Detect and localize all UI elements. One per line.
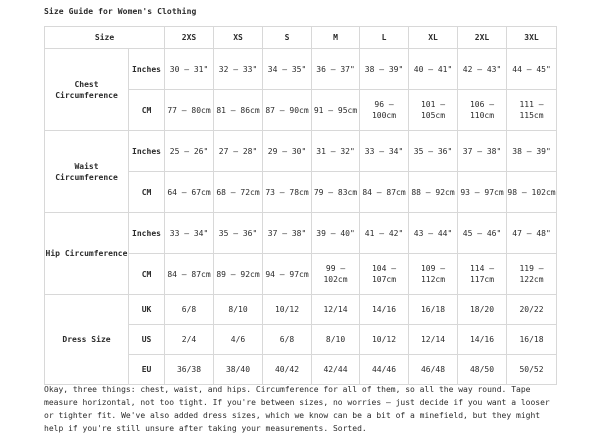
size-header: L [360, 27, 409, 49]
measurement-cell: 37 – 38" [263, 213, 312, 254]
measurement-cell: 38 – 39" [360, 49, 409, 90]
measurement-cell: 99 – 102cm [312, 254, 360, 295]
measurement-cell: 111 – 115cm [507, 90, 557, 131]
size-header: XL [409, 27, 458, 49]
measurement-cell: 81 – 86cm [214, 90, 263, 131]
measurement-cell: 10/12 [263, 295, 312, 325]
measurement-cell: 20/22 [507, 295, 557, 325]
measurement-cell: 12/14 [409, 325, 458, 355]
page-title: Size Guide for Women's Clothing [44, 7, 197, 16]
size-guide-table [44, 26, 557, 385]
measurement-cell: 14/16 [360, 295, 409, 325]
measurement-cell: 42 – 43" [458, 49, 507, 90]
measurement-cell: 44 – 45" [507, 49, 557, 90]
header-row [45, 27, 557, 49]
size-header: M [312, 27, 360, 49]
measurement-cell: 43 – 44" [409, 213, 458, 254]
measurement-cell: 16/18 [507, 325, 557, 355]
unit-label: Inches [129, 49, 165, 90]
measurement-cell: 10/12 [360, 325, 409, 355]
measurement-cell: 104 – 107cm [360, 254, 409, 295]
measurement-cell: 94 – 97cm [263, 254, 312, 295]
measurement-cell: 96 – 100cm [360, 90, 409, 131]
measurement-cell: 77 – 80cm [165, 90, 214, 131]
unit-label: Inches [129, 131, 165, 172]
unit-label: Inches [129, 213, 165, 254]
measurement-cell: 91 – 95cm [312, 90, 360, 131]
measurement-cell: 12/14 [312, 295, 360, 325]
measurement-cell: 45 – 46" [458, 213, 507, 254]
measurement-cell: 89 – 92cm [214, 254, 263, 295]
measurement-cell: 4/6 [214, 325, 263, 355]
dress-size-label: Dress Size [45, 295, 129, 385]
measurement-cell: 27 – 28" [214, 131, 263, 172]
measurement-cell: 87 – 90cm [263, 90, 312, 131]
measurement-cell: 64 – 67cm [165, 172, 214, 213]
measurement-cell: 6/8 [263, 325, 312, 355]
measurement-cell: 25 – 26" [165, 131, 214, 172]
measurement-cell: 35 – 36" [214, 213, 263, 254]
measurement-cell: 47 – 48" [507, 213, 557, 254]
unit-label: US [129, 325, 165, 355]
measurement-cell: 73 – 78cm [263, 172, 312, 213]
measurement-cell: 38 – 39" [507, 131, 557, 172]
unit-label: CM [129, 172, 165, 213]
measurement-cell: 37 – 38" [458, 131, 507, 172]
measurement-cell: 8/10 [214, 295, 263, 325]
measurement-cell: 30 – 31" [165, 49, 214, 90]
measurement-cell: 2/4 [165, 325, 214, 355]
measurement-cell: 40 – 41" [409, 49, 458, 90]
measurement-cell: 40/42 [263, 355, 312, 385]
measurement-cell: 101 – 105cm [409, 90, 458, 131]
measurement-cell: 48/50 [458, 355, 507, 385]
measurement-cell: 88 – 92cm [409, 172, 458, 213]
size-column-header: Size [45, 27, 165, 49]
measurement-cell: 79 – 83cm [312, 172, 360, 213]
measurement-cell: 106 – 110cm [458, 90, 507, 131]
measurement-cell: 44/46 [360, 355, 409, 385]
size-header: 2XS [165, 27, 214, 49]
measurement-cell: 109 – 112cm [409, 254, 458, 295]
table-row [45, 295, 557, 325]
measurement-cell: 114 – 117cm [458, 254, 507, 295]
measurement-cell: 36/38 [165, 355, 214, 385]
measurement-cell: 33 – 34" [165, 213, 214, 254]
measurement-cell: 35 – 36" [409, 131, 458, 172]
measurement-group-label: Waist Circumference [45, 131, 129, 213]
measurement-cell: 50/52 [507, 355, 557, 385]
size-header: 2XL [458, 27, 507, 49]
measurement-cell: 18/20 [458, 295, 507, 325]
size-guide-notes: Okay, three things: chest, waist, and hips. Circumference for all of them, so all the way round. Tape measure horizontal, not too tight. If you're between sizes, no worries – just decide if you want a looser or tighter fit. We've also added dress sizes, which we know can be a bit of a minefield, but they might help if you're still unsure after taking your measurements. Sorted. [44, 385, 550, 433]
measurement-cell: 68 – 72cm [214, 172, 263, 213]
unit-label: CM [129, 90, 165, 131]
size-header: S [263, 27, 312, 49]
measurement-cell: 84 – 87cm [360, 172, 409, 213]
measurement-group-label: Hip Circumference [45, 213, 129, 295]
unit-label: CM [129, 254, 165, 295]
size-header: XS [214, 27, 263, 49]
measurement-cell: 98 – 102cm [507, 172, 557, 213]
measurement-cell: 16/18 [409, 295, 458, 325]
measurement-cell: 32 – 33" [214, 49, 263, 90]
measurement-cell: 31 – 32" [312, 131, 360, 172]
measurement-cell: 6/8 [165, 295, 214, 325]
measurement-cell: 93 – 97cm [458, 172, 507, 213]
measurement-cell: 8/10 [312, 325, 360, 355]
table-row [45, 49, 557, 90]
measurement-cell: 33 – 34" [360, 131, 409, 172]
measurement-cell: 46/48 [409, 355, 458, 385]
measurement-cell: 34 – 35" [263, 49, 312, 90]
measurement-cell: 119 – 122cm [507, 254, 557, 295]
measurement-cell: 39 – 40" [312, 213, 360, 254]
measurement-cell: 84 – 87cm [165, 254, 214, 295]
unit-label: EU [129, 355, 165, 385]
table-row [45, 131, 557, 172]
measurement-cell: 29 – 30" [263, 131, 312, 172]
measurement-cell: 38/40 [214, 355, 263, 385]
measurement-cell: 36 – 37" [312, 49, 360, 90]
table-row [45, 213, 557, 254]
measurement-cell: 41 – 42" [360, 213, 409, 254]
measurement-group-label: Chest Circumference [45, 49, 129, 131]
measurement-cell: 14/16 [458, 325, 507, 355]
size-header: 3XL [507, 27, 557, 49]
measurement-cell: 42/44 [312, 355, 360, 385]
unit-label: UK [129, 295, 165, 325]
